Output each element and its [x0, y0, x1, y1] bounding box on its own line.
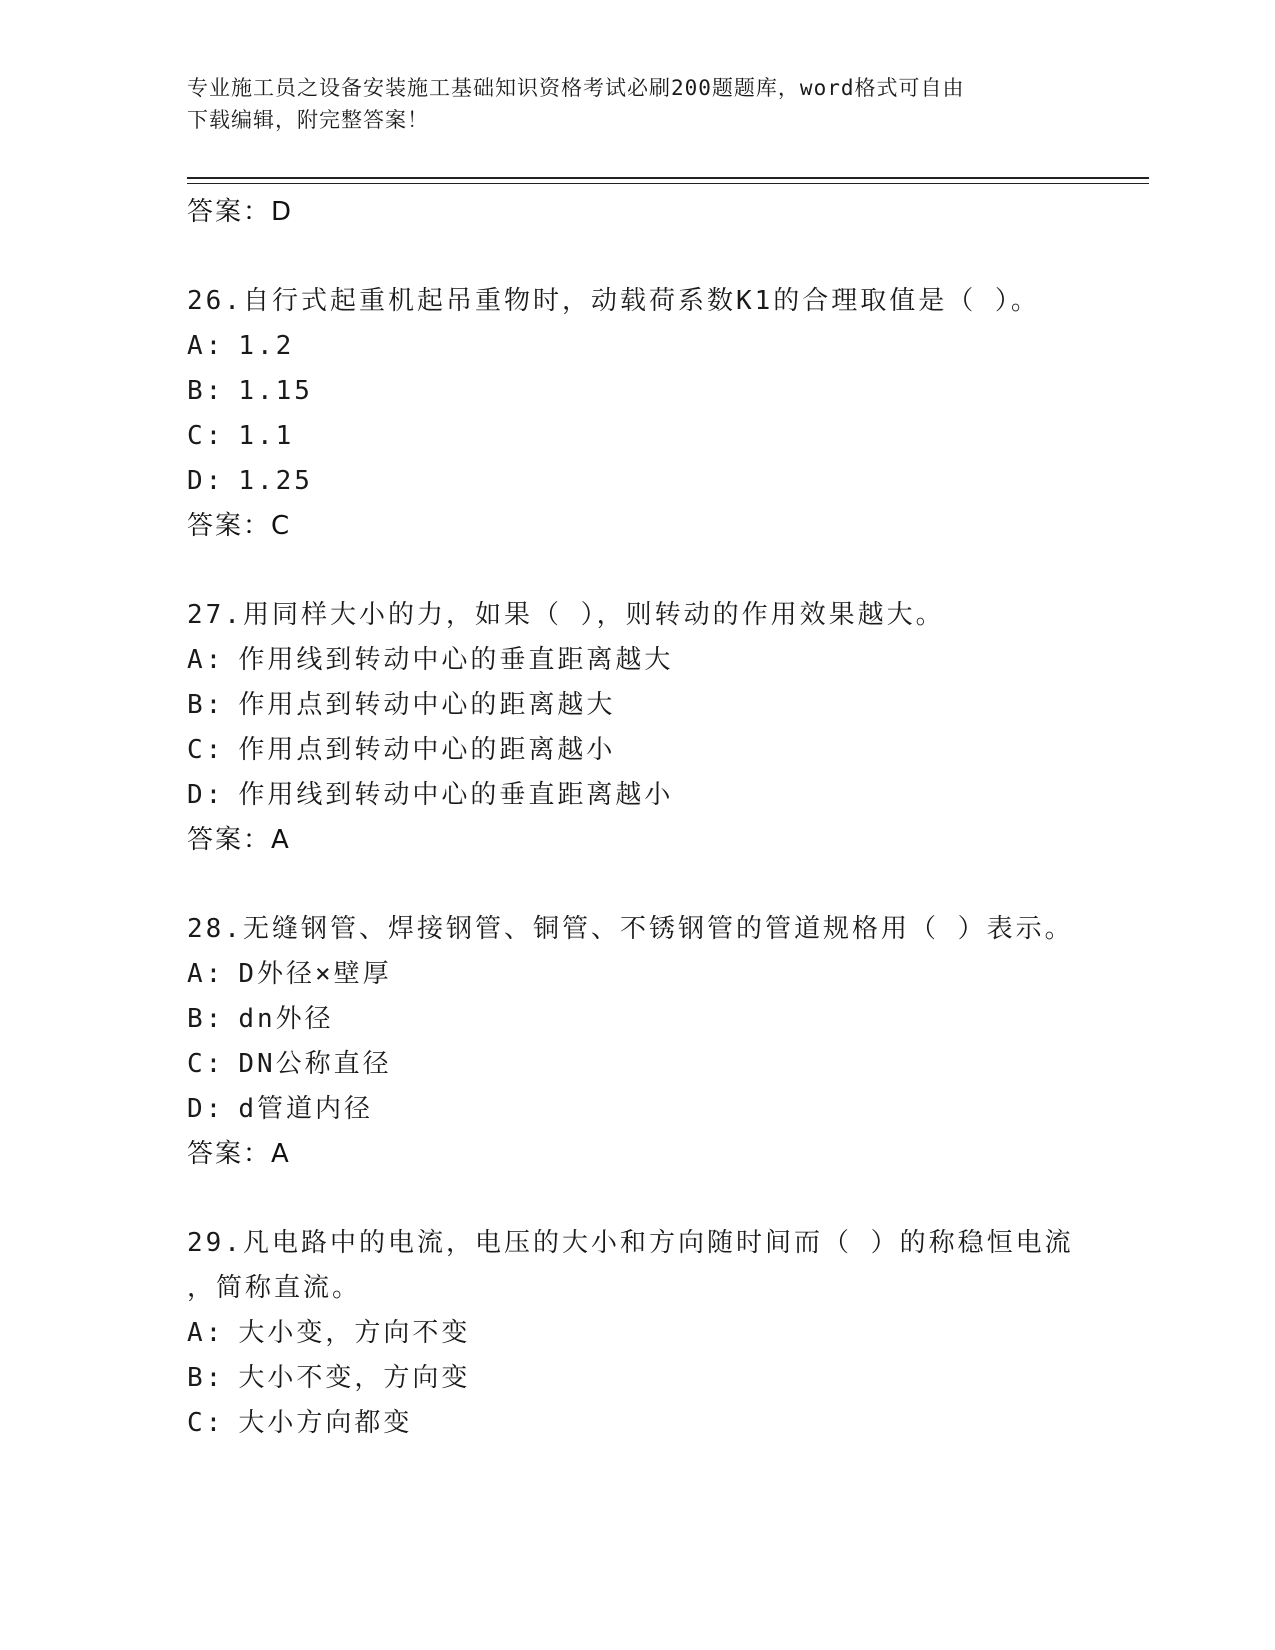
question-29	[187, 1221, 1147, 1446]
question-26	[187, 279, 1147, 549]
option-text: 1.2	[238, 331, 295, 361]
answer-line-q25: 答案：D	[187, 197, 294, 227]
option-letter: B:	[187, 376, 225, 406]
option-c	[187, 414, 1147, 459]
option-text: 大小变，方向不变	[238, 1318, 471, 1348]
question-list	[187, 190, 1147, 1446]
option-c	[187, 728, 1147, 773]
option-text: 作用点到转动中心的距离越小	[238, 735, 616, 765]
option-letter: A:	[187, 959, 225, 989]
option-letter: C:	[187, 1408, 225, 1438]
option-text: 作用线到转动中心的垂直距离越大	[238, 645, 674, 675]
option-a	[187, 638, 1147, 683]
option-text: d管道内径	[238, 1094, 373, 1124]
option-a	[187, 952, 1147, 997]
question-stem-line-1: 29.凡电路中的电流，电压的大小和方向随时间而（ ）的称稳恒电流	[187, 1228, 1074, 1258]
question-stem-line-2: ，简称直流。	[187, 1273, 362, 1303]
option-d	[187, 1087, 1147, 1132]
header-title-line-2: 下载编辑，附完整答案！	[187, 108, 429, 132]
option-letter: B:	[187, 690, 225, 720]
option-a	[187, 1311, 1147, 1356]
option-letter: A:	[187, 645, 225, 675]
option-letter: A:	[187, 1318, 225, 1348]
option-text: 1.1	[238, 421, 295, 451]
option-c	[187, 1042, 1147, 1087]
option-letter: C:	[187, 735, 225, 765]
option-b	[187, 997, 1147, 1042]
option-text: 大小不变，方向变	[238, 1363, 471, 1393]
question-stem: 28.无缝钢管、焊接钢管、铜管、不锈钢管的管道规格用（ ）表示。	[187, 914, 1074, 944]
question-28	[187, 907, 1147, 1177]
option-b	[187, 1356, 1147, 1401]
option-letter: B:	[187, 1363, 225, 1393]
answer-line: 答案：A	[187, 825, 291, 855]
option-b	[187, 369, 1147, 414]
header-divider	[187, 177, 1149, 184]
header-title-line-1: 专业施工员之设备安装施工基础知识资格考试必刷200题题库，word格式可自由	[187, 76, 965, 100]
option-letter: C:	[187, 1049, 225, 1079]
option-letter: D:	[187, 466, 225, 496]
question-stem: 27.用同样大小的力，如果（ ），则转动的作用效果越大。	[187, 600, 945, 630]
document-header	[187, 72, 1067, 136]
option-text: 大小方向都变	[238, 1408, 413, 1438]
option-text: DN公称直径	[238, 1049, 392, 1079]
question-27	[187, 593, 1147, 863]
option-b	[187, 683, 1147, 728]
option-c	[187, 1401, 1147, 1446]
question-stem: 26.自行式起重机起吊重物时，动载荷系数K1的合理取值是（ ）。	[187, 286, 1040, 316]
answer-line: 答案：A	[187, 1139, 291, 1169]
option-letter: B:	[187, 1004, 225, 1034]
option-text: dn外径	[238, 1004, 334, 1034]
option-letter: D:	[187, 1094, 225, 1124]
option-letter: A:	[187, 331, 225, 361]
option-letter: D:	[187, 780, 225, 810]
option-text: 1.15	[238, 376, 313, 406]
option-text: 1.25	[238, 466, 313, 496]
option-text: 作用线到转动中心的垂直距离越小	[238, 780, 674, 810]
option-d	[187, 459, 1147, 504]
answer-line: 答案：C	[187, 511, 292, 541]
option-text: 作用点到转动中心的距离越大	[238, 690, 616, 720]
option-text: D外径×壁厚	[238, 959, 392, 989]
option-d	[187, 773, 1147, 818]
option-a	[187, 324, 1147, 369]
option-letter: C:	[187, 421, 225, 451]
